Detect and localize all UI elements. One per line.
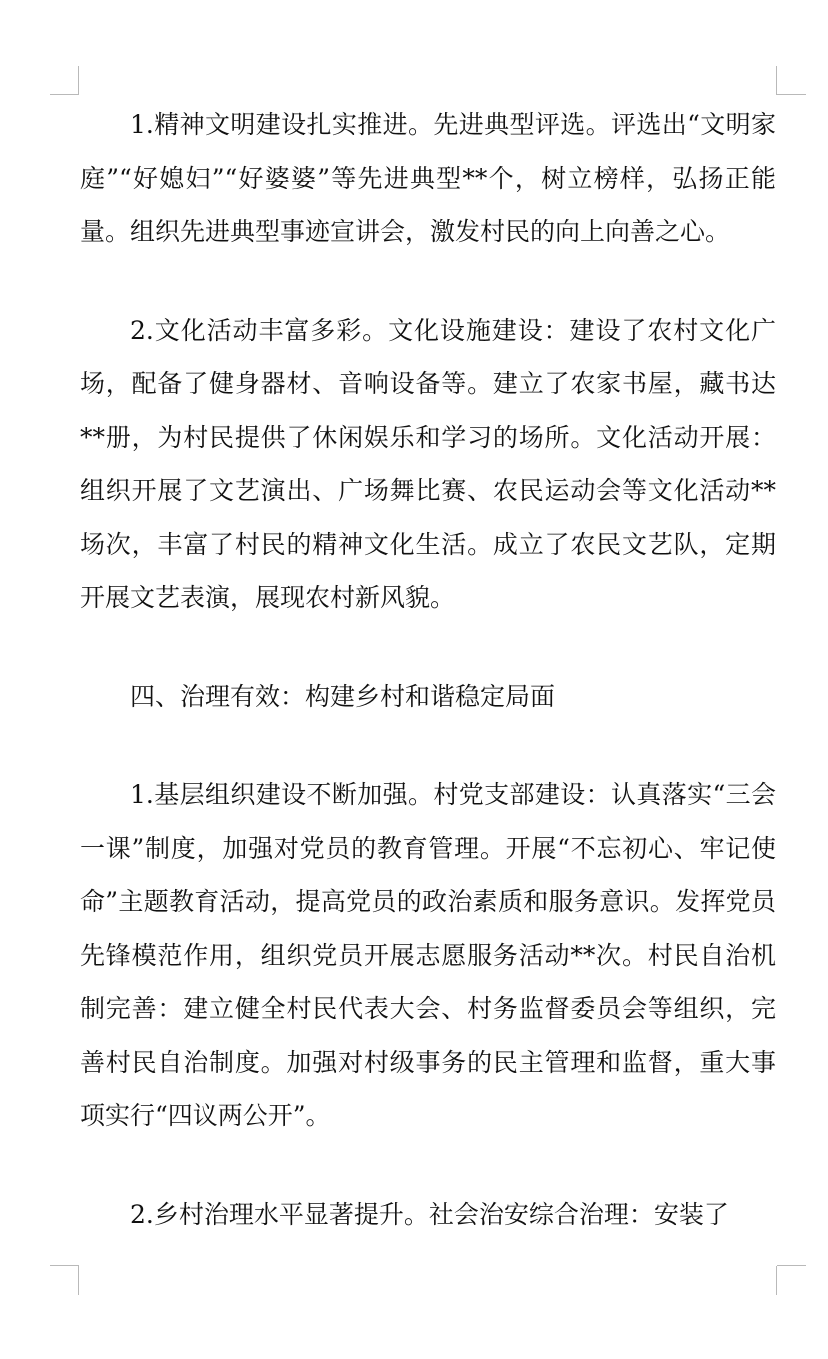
section-heading-governance: 四、治理有效：构建乡村和谐稳定局面 — [130, 681, 556, 711]
top-left-margin-mark-v — [78, 66, 79, 95]
paragraph-cultural-activities: 2.文化活动丰富多彩。文化设施建设：建设了农村文化广场，配备了健身器材、音响设备等。建立了农家书屋，藏书达**册，为村民提供了休闲娱乐和学习的场所。文化活动开展：组织开展了文艺演出、广场舞比赛、农民运动会等文化活动**场次，丰富了村民的精神文化生活。成立了农民文艺队，定期开展文艺表演，展现农村新风貌。 — [80, 315, 776, 612]
bottom-right-margin-mark-h — [777, 1265, 806, 1266]
paragraph-rural-governance: 2.乡村治理水平显著提升。社会治安综合治理：安装了 — [130, 1199, 729, 1229]
top-right-margin-mark-v — [776, 66, 777, 95]
paragraph-spacer — [80, 625, 776, 670]
paragraph-spiritual-civilization: 1.精神文明建设扎实推进。先进典型评选。评选出“文明家庭”“好媳妇”“好婆婆”等先进典型**个，树立榜样，弘扬正能量。组织先进典型事迹宣讲会，激发村民的向上向善之心。 — [80, 110, 776, 246]
document-body — [80, 98, 776, 1241]
paragraph-grassroots-organization: 1.基层组织建设不断加强。村党支部建设：认真落实“三会一课”制度，加强对党员的教育管理。开展“不忘初心、牢记使命”主题教育活动，提高党员的政治素质和服务意识。发挥党员先锋模范作用，组织党员开展志愿服务活动**次。村民自治机制完善：建立健全村民代表大会、村务监督委员会等组织，完善村民自治制度。加强对村级事务的民主管理和监督，重大事项实行“四议两公开”。 — [80, 780, 776, 1130]
top-left-margin-mark-h — [50, 94, 79, 95]
bottom-left-margin-mark-v — [78, 1266, 79, 1295]
bottom-right-margin-mark-v — [776, 1266, 777, 1295]
bottom-left-margin-mark-h — [50, 1265, 79, 1266]
paragraph-spacer — [80, 723, 776, 768]
paragraph-spacer — [80, 259, 776, 304]
top-right-margin-mark-h — [777, 94, 806, 95]
paragraph-spacer — [80, 1143, 776, 1188]
